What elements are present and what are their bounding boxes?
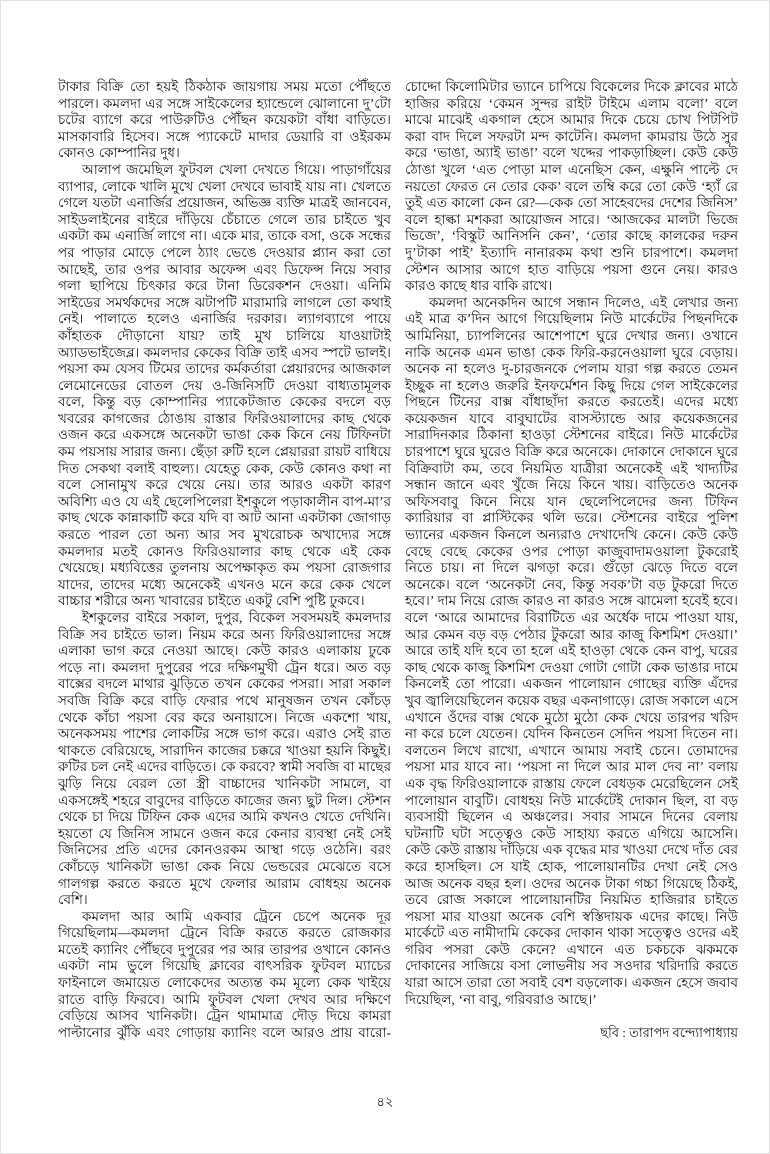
paragraph: ইশকুলের বাইরে সকাল, দুপুর, বিকেল সবসময়ই কমলদার বিক্রি সব চাইতে ভাল। নিয়ম করে অন্য ফিরিওয়ালাদের সঙ্গে এলাকা ভাগ করে নেওয়া আছে। কেউ কারও এলাকায় ঢুকে পড়ে না। কমলদা দুপুরের পরে দক্ষিণমুখী ট্রেন ধরে। অত বড় বাক্সের বদলে মাথার ঝুড়িতে তখন কেকের পসরা। সারা সকাল সবজি বিক্রি করে বাড়ি ফেরার পথে মানুষজন তখন কোঁচড় থেকে কাঁচা পয়সা বের করে অনায়াসে। নিজে একশো খায়, অনেকসময় পাশের লোকটির সঙ্গে ভাগ করে। এরাও সেই রাত থাকতে বেরিয়েছে, সারাদিন কাজের চক্করে খাওয়া হয়নি কিছুই। রুটির চল নেই এদের বাড়িতে। কে করবে? স্বামী সবজি বা মাছের ঝুড়ি নিয়ে বেরল তো স্ত্রী বাচ্চাদের খানিকটা সামলে, বা একসঙ্গেই শহরে বাবুদের বাড়িতে কাজের জন্য ছুট দিল। স্টেশন থেকে চা দিয়ে টিফিন কেক এদের আমি কখনও খেতে দেখিনি। হয়তো যে জিনিস সামনে ওজন করে কেনার ব্যবস্থা নেই সেই জিনিসের প্রতি এদের কোনওরকম আস্থা গড়ে ওঠেনি। বরং কোঁচড়ে খানিকটা ভাঙা কেক নিয়ে ভেন্ডরের মেঝেতে বসে গালগল্প করতে করতে মুখে ফেলার আরাম বোধহয় অনেক বেশি। [58,610,391,908]
paragraph: কমলদা অনেকদিন আগে সন্ধান দিলেও, এই লেখার জন্য এই মাত্র ক’দিন আগে গিয়েছিলাম নিউ মার্কেটের পিছনদিকে আমিনিয়া, চ্যাপলিনের আশেপাশে ঘুরে দেখার জন্য। ওখানে নাকি অনেক এমন ভাঙা কেক ফিরি-করনেওয়ালা ঘুরে বেড়ায়। অনেক না হলেও দু-চারজনকে পেলাম যারা গল্প করতে তেমন ইচ্ছুক না হলেও জরুরি ইনফর্মেশন কিছু দিয়ে গেল সাইকেলের পিছনে টিনের বাক্স বাঁধাছাঁদা করতে করতেই। এদের মধ্যে কয়েকজন যাবে বাবুঘাটের বাসস্ট্যান্ডে আর কয়েকজনের সারাদিনকার ঠিকানা হাওড়া স্টেশনের বাইরে। নিউ মার্কেটের চারপাশে ঘুরে ঘুরেও বিক্রি করে অনেকে। দোকানে দোকানে ঘুরে বিক্রিবাটা কম, তবে নিয়মিত যাত্রীরা অনেকেই এই খাদ্যটির সন্ধান জানে এবং খুঁজে নিয়ে কিনে খায়। বাড়িতেও অনেক অফিসবাবু কিনে নিয়ে যান ছেলেপিলেদের জন্য টিফিন ক্যারিয়ার বা প্লাস্টিকের থলি ভরে। স্টেশনের বাইরে পুলিশ ভ্যানের একজন কিনলে অন্যরাও দেখাদেখি কেনে। কেউ কেউ বেছে বেছে কেকের ওপর পোড়া কাজুবাদামওয়ালা টুকরোই নিতে চায়। না দিলে ঝগড়া করে। গুঁড়ো ঝেড়ে দিতে বলে অনেকে। বলে ‘অনেকটা নেব, কিন্তু সবক’টা বড় টুকরো দিতে হবে।’ দাম নিয়ে রোজ কারও না কারও সঙ্গে ঝামেলা হবেই হবে। বলে ‘আরে আমাদের বিরাটিতে এর অর্ধেক দামে পাওয়া যায়, আর কেমন বড় বড় পেঠার টুকরো আর কাজু কিশমিশ দেওয়া।’ আরে তাই যদি হবে তা হলে এই হাওড়া থেকে কেন বাপু, ঘরের কাছ থেকে কাজু কিশমিশ দেওয়া গোটা গোটা কেক ভাঙার দামে কিনলেই তো পারো। একজন পালোয়ান গোছের ব্যক্তি এঁদের খুব জ্বালিয়েছিলেন কয়েক বছর একনাগাড়ে। রোজ সকালে এসে এখানে ওঁদের বাক্স থেকে মুঠো মুঠো কেক খেয়ে তারপর খরিদ না করে চলে যেতেন। যেদিন কিনতেন সেদিন পয়সা দিতেন না। বলতেন লিখে রাখো, এখানে আমায় সবাই চেনে। তোমাদের পয়সা মার যাবে না। ‘পয়সা না দিলে আর মাল দেব না’ বলায় এক বৃদ্ধ ফিরিওয়ালাকে রাস্তায় ফেলে বেধড়ক মেরেছিলেন সেই পালোয়ান বাবুটি। বোধহয় নিউ মার্কেটেই দোকান ছিল, বা বড় ব্যবসায়ী ছিলেন এ অঞ্চলের। সবার সামনে দিনের বেলায় ঘটনাটি ঘটা সত্ত্বেও কেউ সাহায্য করতে এগিয়ে আসেনি। কেউ কেউ রাস্তায় দাঁড়িয়ে এক বৃদ্ধের মার খাওয়া দেখে দাঁত বের করে হাসছিল। সে যাই হোক, পালোয়ানটির দেখা নেই সেও আজ অনেক বছর হল। ওদের অনেক টাকা গচ্চা গিয়েছে ঠিকই, তবে রোজ সকালে পালোয়ানটির নিয়মিত হাজিরার চাইতে পয়সা মার যাওয়া অনেক বেশি স্বস্তিদায়ক এদের কাছে। নিউ মার্কেটে এত নামীদামি কেকের দোকান থাকা সত্ত্বেও ওদের এই গরিব পসরা কেউ কেনে? এখানে এত চকচকে ঝকমকে দোকানের সাজিয়ে বসা লোভনীয় সব সওদার খরিদারি করতে যারা আসে তারা তো সবাই বেশ বড়লোক। একজন হেসে জবাব দিয়েছিল, ‘না বাবু, গরিবরাও আছে।’ [405,294,738,1007]
paragraph: কমলদা আর আমি একবার ট্রেনে চেপে অনেক দূর গিয়েছিলাম—কমলদা ট্রেনে বিক্রি করতে করতে রোজকার মতেই ক্যানিং পৌঁছবে দুপুরের পর আর তারপর ওখানে কোনও একটা নাম ভুলে গিয়েছি ক্লাবের বাৎসরিক ফুটবল ম্যাচের ফাইনালে জমায়েত লোকেদের অত্যন্ত কম মূল্যে কেক খাইয়ে রাতে বাড়ি ফিরবে। আমি ফুটবল খেলা দেখব আর দক্ষিণে বেড়িয়ে আসব খানিকটা। ট্রেন থামামাত্র দৌড় দিয়ে কামরা পাল্টানোর ঝুঁকি এবং গোড়ায় ক্যানিং বলে আরও প্রায় বারো-চোদ্দো কিলোমিটার ভ্যানে চাপিয়ে বিকেলের দিকে ক্লাবের মাঠে হাজির করিয়ে ‘কেমন সুন্দর রাইট টাইমে এলাম বলো’ বলে মাঝে মাঝেই একগাল হেসে আমার দিকে চেয়ে চোখ পিটপিট করা বাদ দিলে সফরটা মন্দ কাটেনি। কমলদা কামরায় উঠে সুর করে ‘ভাঙা, অ্যাই ভাঙা’ বলে খদ্দের পাকড়াচ্ছিল। কেউ কেউ ঠোঙা খুলে ‘এত পোড়া মাল এনেছিস কেন, এক্ষুনি পাল্টে দে নয়তো ফেরত নে তোর কেক’ বলে তম্বি করে তো কেউ ‘হ্যাঁ রে তুই এত কালো কেন রে?—কেক তো সাহেবদের দেশের জিনিস’ বলে হাল্কা মশকরা আয়োজন সারে। ‘আজকের মালটা ভিজে ভিজে’, ‘বিস্কুট আনিসনি কেন’, ‘তোর কাছে কালকের দরুন দু’টাকা পাই’ ইত্যাদি নানারকম কথা শুনি চারপাশে। কমলদা স্টেশন আসার আগে হাত বাড়িয়ে পয়সা গুনে নেয়। কারও কারও কাছে ধার বাকি রাখে। [58,79,738,1040]
paragraph: আলাপ জমেছিল ফুটবল খেলা দেখতে গিয়ে। পাড়াগাঁয়ের ব্যাপার, লোকে খালি মুখে খেলা দেখবে ভাবাই যায় না। খেলতে গেলে যতটা এনার্জির প্রয়োজন, অভিজ্ঞ ব্যক্তি মাত্রই জানবেন, সাইডলাইনের বাইরে দাঁড়িয়ে চেঁচাতে গেলে তার চাইতে খুব একটা কম এনার্জি লাগে না। একে মার, তাকে বসা, ওকে সন্ধের পর পাড়ার মোড়ে পেলে ঠ্যাং ভেঙে দেওয়ার প্ল্যান করা তো আছেই, তার ওপর আবার অফেন্স এবং ডিফেন্স নিয়ে সবার গলা ছাপিয়ে চিৎকার করে টানা ডিরেকশন দেওয়া। এনিমি সাইডের সমর্থকদের সঙ্গে ঝটাপটি মারামারি লাগলে তো কথাই নেই। পালাতে হলেও এনার্জির দরকার। ল্যাগব্যাগে পায়ে কাঁহাতক দৌড়ানো যায়? তাই মুখ চালিয়ে যাওয়াটাই অ্যাডভাইজেব্ল। কমলদার কেকের বিক্রি তাই এসব স্পটে ভালই। পয়সা কম যেসব টিমের তাদের কর্মকর্তারা প্লেয়ারদের আজকাল লেমোনেডের বোতল দেয় ও-জিনিসটি দেওয়া বাধ্যতামূলক বলে, কিন্তু বড় কোম্পানির প্যাকেটজাত কেকের বদলে বড় খবরের কাগজের ঠোঙায় রাস্তার ফিরিওয়ালাদের কাছ থেকে ওজন করে একসঙ্গে অনেকটা ভাঙা কেক কিনে নেয় টিফিনটা কম পয়সায় সারার জন্য। ছেঁড়া রুটি হলে প্লেয়াররা রায়ট বাধিয়ে দিত সেকথা বলাই বাহুল্য। যেহেতু কেক, কেউ কোনও কথা না বলে সোনামুখ করে খেয়ে নেয়। তার আরও একটা কারণ অবিশ্যি এও যে এই ছেলেপিলেরা ইশকুলে পড়াকালীন বাপ-মা’র কাছ থেকে কান্নাকাটি করে যদি বা আট আনা একটাকা জোগাড় করতে পারল তো অন্য আর সব মুখরোচক অখাদ্যের সঙ্গে কমলদার মতই কোনও ফিরিওয়ালার কাছ থেকে এই কেক খেয়েছে। মধ্যবিত্তের তুলনায় অপেক্ষাকৃত কম পয়সা রোজগার যাদের, তাদের মধ্যে অনেকেই এখনও মনে করে কেক খেলে বাচ্চার শরীরে অন্য খাবারের চাইতে একটু বেশি পুষ্টি ঢুকবে। [58,161,391,609]
article-body [58,79,738,1042]
two-column-text [58,79,738,1042]
paragraph: টাকার বিক্রি তো হয়ই ঠিকঠাক জায়গায় সময় মতো পৌঁছতে পারলে। কমলদা এর সঙ্গে সাইকেলের হ্যান্ডেলে ঝোলানো দু’টো চটের ব্যাগে করে পাউরুটিও পৌঁছন কয়েকটা বাঁধা বাড়িতে। মাসকাবারি হিসেব। সঙ্গে প্যাকেটে মাদার ডেয়ারি বা ওইরকম কোনও কোম্পানির দুধ। [58,79,391,161]
photo-credit: ছবি : তারাপদ বন্দ্যোপাধ্যায় [600,1025,738,1041]
page-number: ৪২ [376,1094,394,1109]
